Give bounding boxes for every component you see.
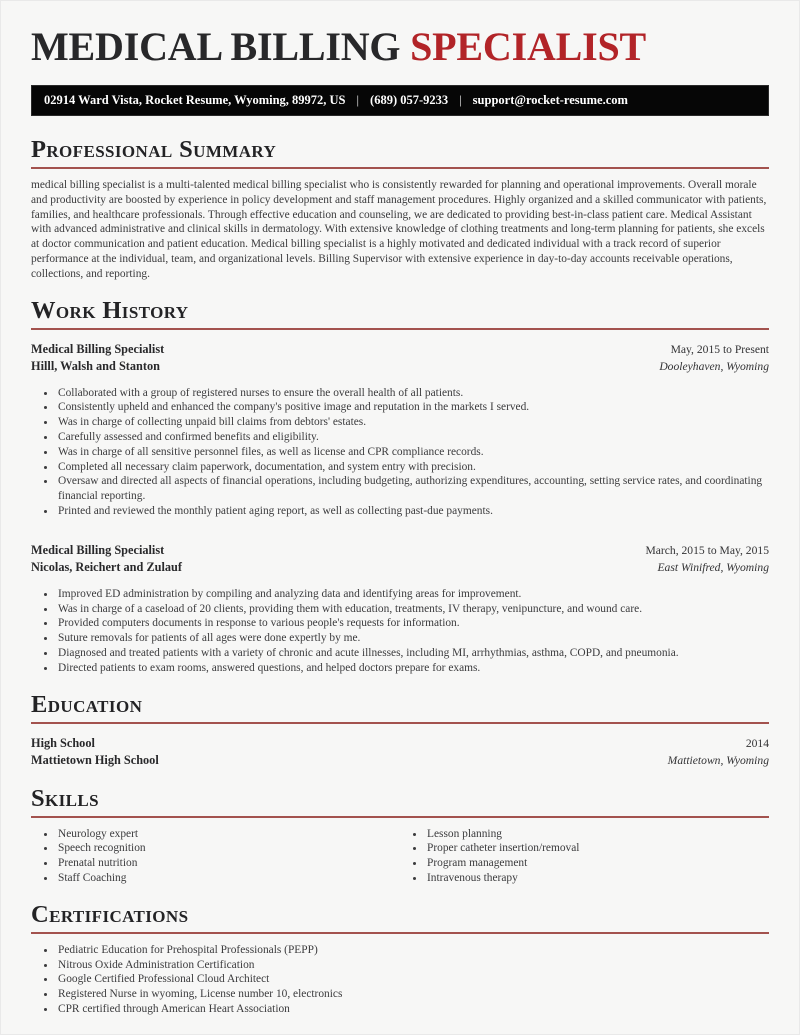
work-bullet: • Was in charge of collecting unpaid bill claims from debtors' estates. bbox=[56, 415, 769, 430]
education-degree-row bbox=[31, 735, 769, 753]
title-role-accent: SPECIALIST bbox=[410, 24, 646, 69]
work-entry-employer-row bbox=[31, 559, 769, 577]
section-heading-skills: Skills bbox=[31, 784, 99, 812]
contact-separator: | bbox=[356, 93, 360, 107]
contact-phone: (689) 057-9233 bbox=[370, 93, 449, 107]
section-divider bbox=[31, 167, 769, 169]
job-employer: Nicolas, Reichert and Zulauf bbox=[31, 560, 182, 575]
section-heading-education: Education bbox=[31, 690, 143, 718]
work-entry bbox=[31, 542, 769, 676]
work-bullet: • Suture removals for patients of all ages were done expertly by me. bbox=[56, 631, 769, 646]
title-role: MEDICAL BILLING bbox=[31, 24, 401, 69]
work-bullet: • Printed and reviewed the monthly patient aging report, as well as collecting past-due payments. bbox=[56, 504, 769, 519]
section-heading-work-history: Work History bbox=[31, 296, 189, 324]
work-entry-title-row bbox=[31, 542, 769, 560]
skill-item: • Speech recognition bbox=[56, 841, 400, 856]
contact-email: support@rocket-resume.com bbox=[472, 93, 628, 107]
work-bullet: • Directed patients to exam rooms, answered questions, and helped doctors prepare for exams. bbox=[56, 661, 769, 676]
work-bullet: • Oversaw and directed all aspects of financial operations, including budgeting, authorizing expenditures, accounting, setting service rates, and coordinating financial reporting. bbox=[56, 474, 769, 504]
work-bullet-list bbox=[31, 386, 769, 519]
work-entry-employer-row bbox=[31, 358, 769, 376]
work-bullet: • Carefully assessed and confirmed benefits and eligibility. bbox=[56, 430, 769, 445]
work-bullet: • Was in charge of all sensitive personnel files, as well as license and CPR compliance records. bbox=[56, 445, 769, 460]
skill-item: • Intravenous therapy bbox=[425, 871, 769, 886]
skill-item: • Proper catheter insertion/removal bbox=[425, 841, 769, 856]
skill-item: • Program management bbox=[425, 856, 769, 871]
job-dates: March, 2015 to May, 2015 bbox=[645, 543, 769, 557]
section-divider bbox=[31, 328, 769, 330]
certification-item: • Google Certified Professional Cloud Architect bbox=[56, 972, 769, 987]
certification-item: • Pediatric Education for Prehospital Professionals (PEPP) bbox=[56, 943, 769, 958]
job-employer: Hilll, Walsh and Stanton bbox=[31, 359, 160, 374]
education-school: Mattietown High School bbox=[31, 753, 159, 768]
professional-summary-text: medical billing specialist is a multi-talented medical billing specialist who is consistently rewarded for planning and operational improvements. Overall morale and productivity are boosted by experience in policy development and staff management procedures. Highly organized and a skilled communicator with patients, families, and healthcare professionals. Through effective education and counseling, we are dedicated to providing best-in-class patient care. Medical Assistant with advanced administrative and clinical skills in dermatology. With extensive knowledge of clothing treatments and long-term planning for patients, she excels at doctor communication and patient education. Medical billing specialist is a highly motivated and dedicated individual with a track record of superior performance at the individual, team, and organizational levels. Billing Supervisor with extensive experience in day-to-day accounts receivable operations, collections, and reporting. bbox=[31, 179, 767, 280]
section-heading-certifications: Certifications bbox=[31, 900, 189, 928]
certification-item: • Nitrous Oxide Administration Certification bbox=[56, 958, 769, 973]
work-entry bbox=[31, 341, 769, 519]
contact-address: 02914 Ward Vista, Rocket Resume, Wyoming, 89972, US bbox=[44, 93, 346, 107]
work-bullet: • Improved ED administration by compiling and analyzing data and identifying areas for improvement. bbox=[56, 587, 769, 602]
skill-item: • Neurology expert bbox=[56, 827, 400, 842]
page-title bbox=[31, 1, 769, 69]
work-bullet-list bbox=[31, 587, 769, 676]
skills-columns bbox=[31, 818, 769, 886]
job-location: East Winifred, Wyoming bbox=[657, 561, 769, 575]
work-bullet: • Consistently upheld and enhanced the company's positive image and reputation in the markets I served. bbox=[56, 400, 769, 415]
contact-separator: | bbox=[459, 93, 462, 107]
education-year: 2014 bbox=[745, 736, 769, 750]
work-bullet: • Collaborated with a group of registered nurses to ensure the overall health of all patients. bbox=[56, 386, 769, 401]
skills-left-column bbox=[31, 827, 400, 886]
job-title: Medical Billing Specialist bbox=[31, 542, 165, 557]
education-degree: High School bbox=[31, 735, 95, 750]
skill-item: • Staff Coaching bbox=[56, 871, 400, 886]
education-entry bbox=[31, 735, 769, 770]
education-location: Mattietown, Wyoming bbox=[667, 754, 769, 768]
education-school-row bbox=[31, 752, 769, 770]
certification-item: • Registered Nurse in wyoming, License number 10, electronics bbox=[56, 987, 769, 1002]
work-bullet: • Completed all necessary claim paperwork, documentation, and system entry with precision. bbox=[56, 460, 769, 475]
job-title: Medical Billing Specialist bbox=[31, 341, 165, 356]
job-dates: May, 2015 to Present bbox=[670, 342, 769, 356]
section-heading-professional-summary: Professional Summary bbox=[31, 136, 277, 163]
work-bullet: • Diagnosed and treated patients with a variety of chronic and acute illnesses, including MI, arrhythmias, asthma, COPD, and pneumonia. bbox=[56, 646, 769, 661]
section-divider bbox=[31, 722, 769, 724]
skill-item: • Prenatal nutrition bbox=[56, 856, 400, 871]
work-bullet: • Was in charge of a caseload of 20 clients, providing them with education, treatments, IV therapy, venipuncture, and wound care. bbox=[56, 602, 769, 617]
certification-item: • CPR certified through American Heart Association bbox=[56, 1002, 769, 1017]
section-divider bbox=[31, 932, 769, 934]
job-location: Dooleyhaven, Wyoming bbox=[659, 360, 769, 374]
work-entry-title-row bbox=[31, 341, 769, 359]
contact-bar bbox=[31, 85, 769, 116]
skills-right-column bbox=[400, 827, 769, 886]
certifications-list bbox=[31, 943, 769, 1017]
skill-item: • Lesson planning bbox=[425, 827, 769, 842]
work-bullet: • Provided computers documents in response to various people's requests for information. bbox=[56, 616, 769, 631]
